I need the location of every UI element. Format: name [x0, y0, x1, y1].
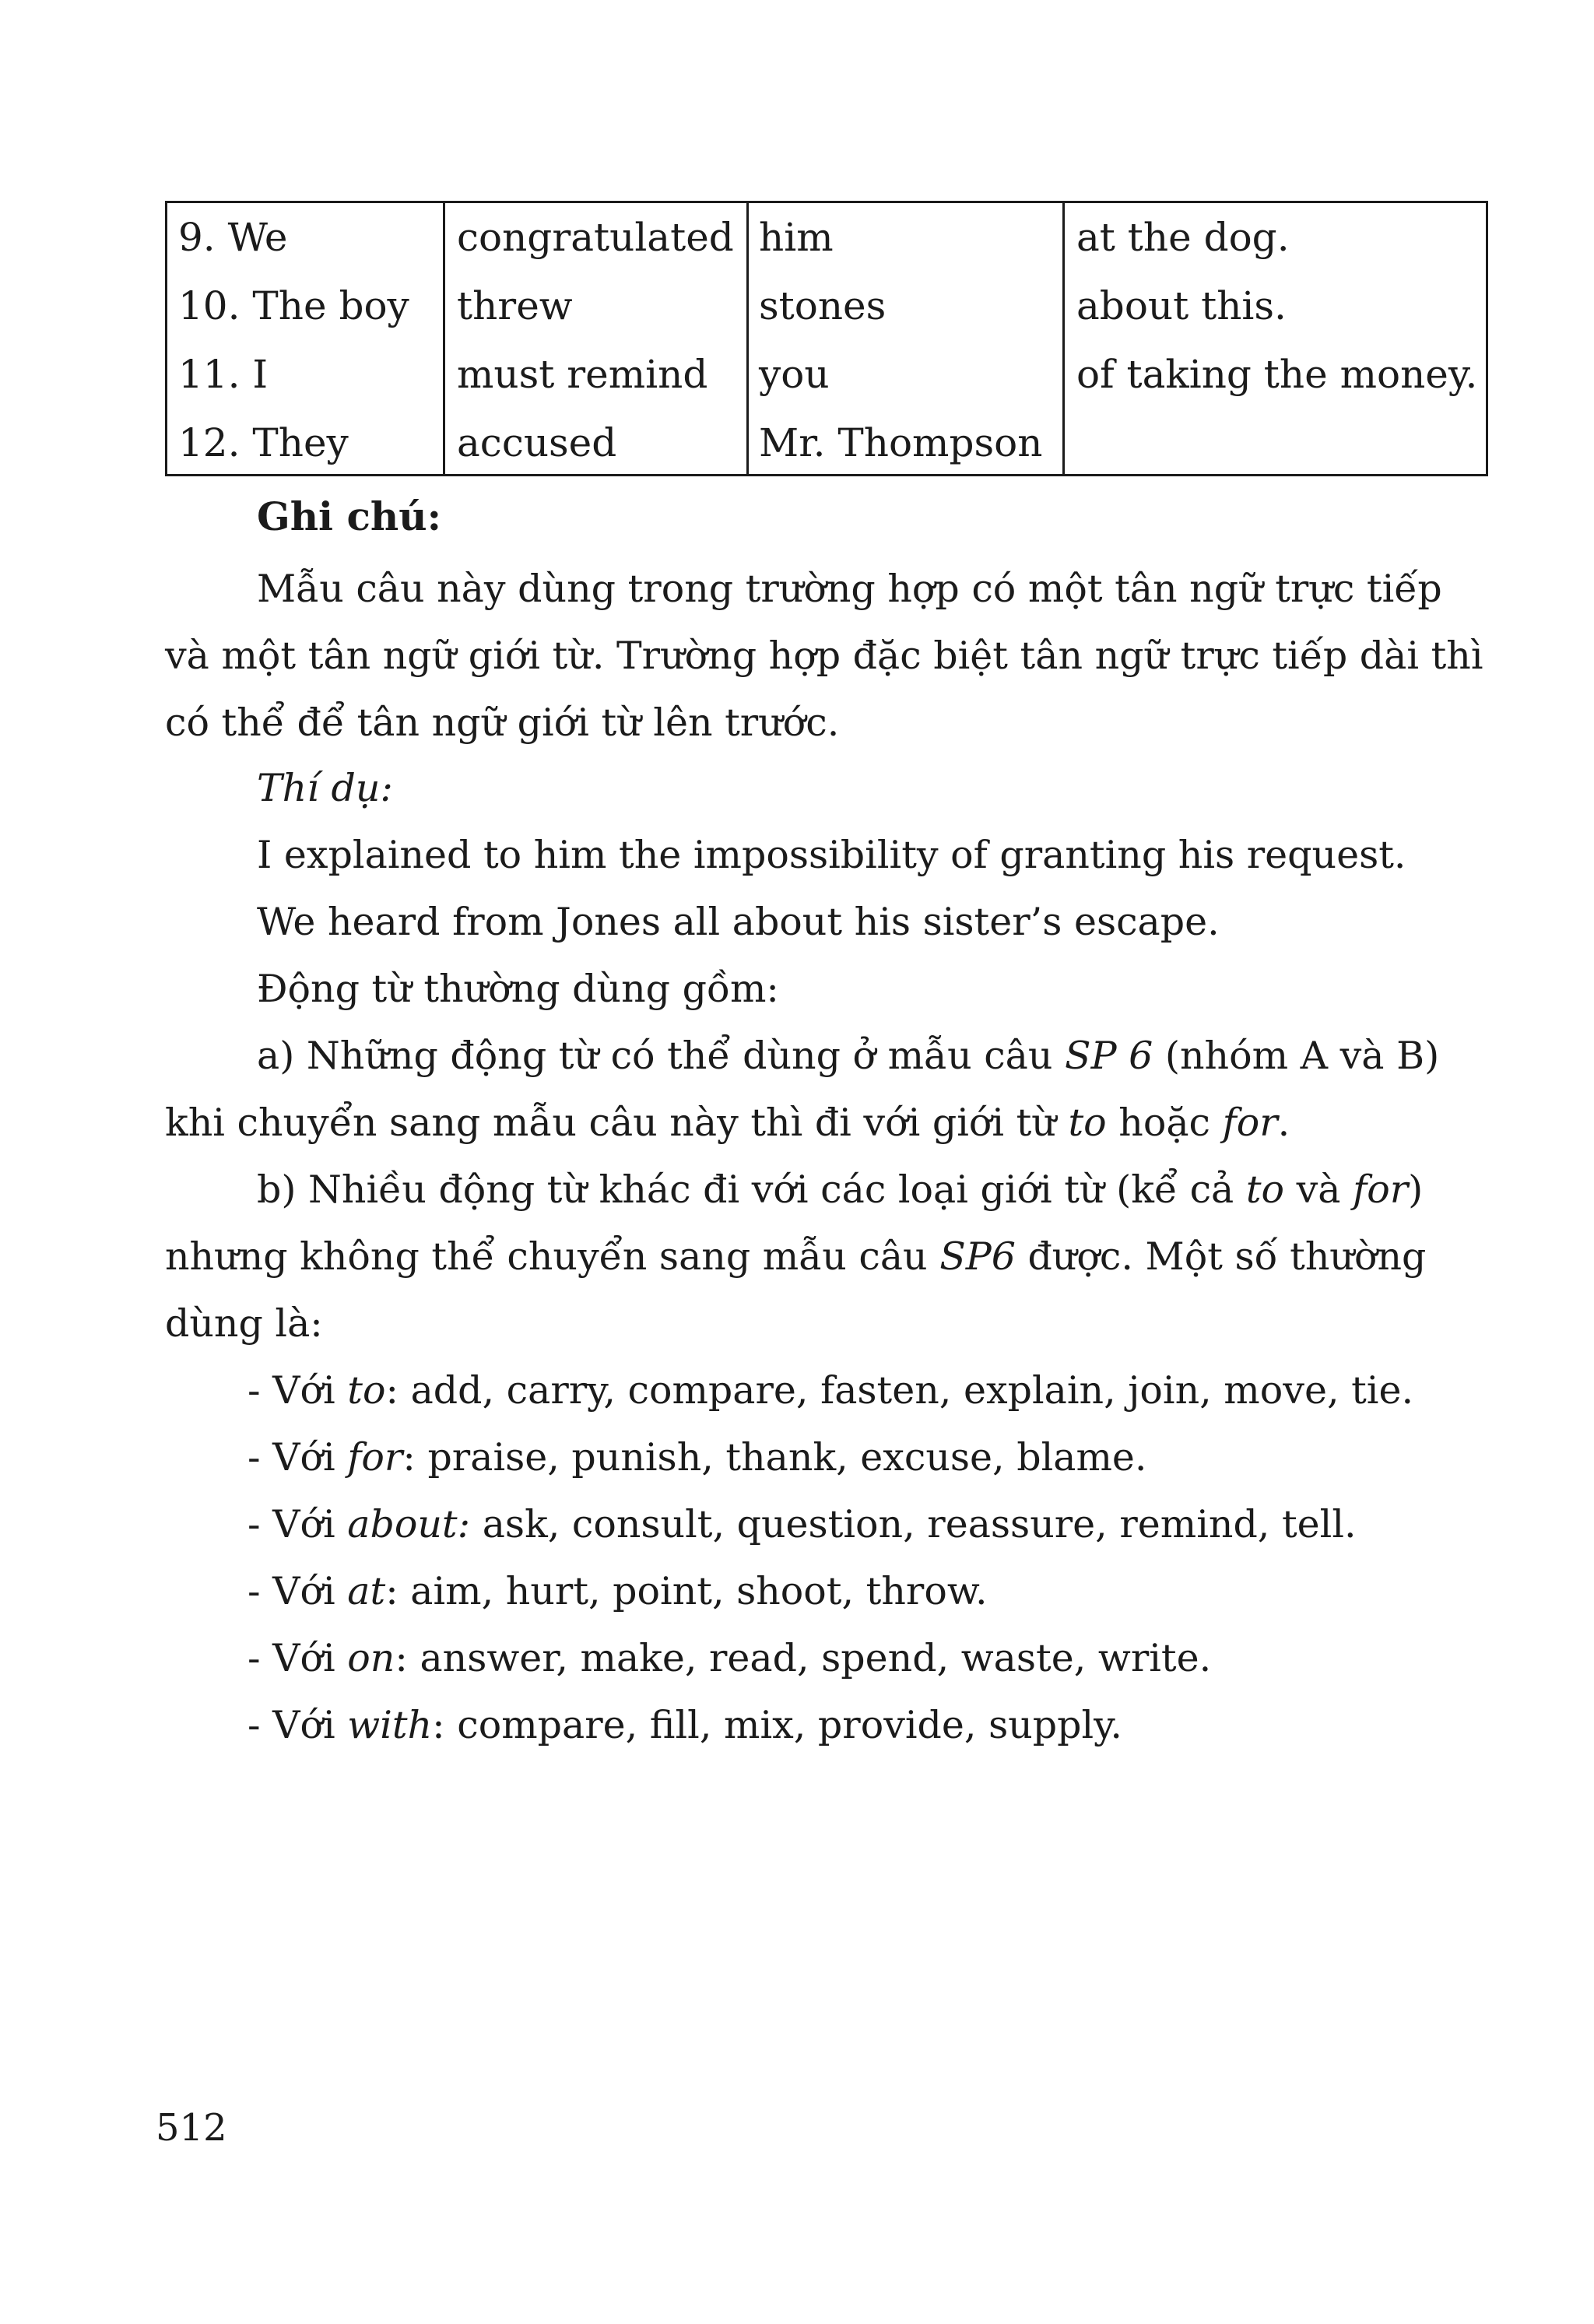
table-cell-phrase: at the dog. [1076, 215, 1290, 260]
preposition-list-item: - Với to: add, carry, compare, fasten, explain, join, move, tie. [248, 1368, 1414, 1413]
note-paragraph: Mẫu câu này dùng trong trường hợp có một tân ngữ trực tiếp và một tân ngữ giới từ. Trường hợp đặc biệt tân ngữ trực tiếp dài thì có thể để tân ngữ giới từ lên trước. [165, 567, 1483, 745]
pattern-label: SP 6 [1065, 1034, 1153, 1078]
preposition: about: [347, 1502, 471, 1546]
table-cell-phrase: about this. [1076, 283, 1287, 328]
table-cell-verb: must remind [457, 352, 708, 397]
preposition: to [1068, 1101, 1107, 1145]
table-cell-object: Mr. Thompson [759, 420, 1043, 465]
table-cell-verb: threw [457, 283, 573, 328]
page-number: 512 [156, 2106, 227, 2150]
example-sentence: We heard from Jones all about his sister’s escape. [257, 900, 1220, 944]
preposition: with [347, 1703, 433, 1747]
table-row [167, 272, 1486, 340]
example-label: Thí dụ: [257, 766, 393, 810]
preposition-list-item: - Với for: praise, punish, thank, excuse, blame. [248, 1435, 1147, 1480]
table-cell-subject: 11. I [178, 352, 269, 397]
table-cell-verb: congratulated [457, 215, 734, 260]
verbs-intro: Động từ thường dùng gồm: [257, 967, 779, 1011]
preposition: for [1353, 1167, 1409, 1212]
preposition: at [347, 1569, 386, 1613]
table-cell-object: him [759, 215, 834, 260]
table-cell-subject: 12. They [178, 420, 349, 465]
preposition-list-item: - Với with: compare, fill, mix, provide, supply. [248, 1703, 1122, 1747]
preposition: for [1222, 1101, 1278, 1145]
example-sentence: I explained to him the impossibility of granting his request. [257, 833, 1406, 877]
table-cell-subject: 9. We [178, 215, 288, 260]
preposition: to [347, 1368, 386, 1413]
preposition: on [347, 1636, 395, 1680]
item-a-paragraph: a) Những động từ có thể dùng ở mẫu câu SP 6 (nhóm A và B) khi chuyển sang mẫu câu này thì đi với giới từ to hoặc for. [165, 1034, 1440, 1145]
preposition-list-item: - Với at: aim, hurt, point, shoot, throw. [248, 1569, 988, 1613]
table-row [167, 203, 1486, 272]
table-row [167, 409, 1486, 477]
table-row [167, 340, 1486, 409]
preposition-list-item: - Với on: answer, make, read, spend, waste, write. [248, 1636, 1212, 1680]
table-cell-phrase: of taking the money. [1076, 352, 1478, 397]
pattern-label: SP6 [939, 1234, 1016, 1279]
note-heading: Ghi chú: [257, 493, 442, 539]
preposition: to [1245, 1167, 1285, 1212]
table-cell-object: stones [759, 283, 887, 328]
preposition: for [347, 1435, 403, 1480]
table-cell-verb: accused [457, 420, 617, 465]
preposition-list-item: - Với about: ask, consult, question, reassure, remind, tell. [248, 1502, 1357, 1546]
table-cell-subject: 10. The boy [178, 283, 409, 328]
item-b-paragraph: b) Nhiều động từ khác đi với các loại giới từ (kể cả to và for) nhưng không thể chuyển sang mẫu câu SP6 được. Một số thường dùng là: [165, 1167, 1427, 1346]
table-cell-object: you [759, 352, 830, 397]
example-table [165, 201, 1488, 476]
